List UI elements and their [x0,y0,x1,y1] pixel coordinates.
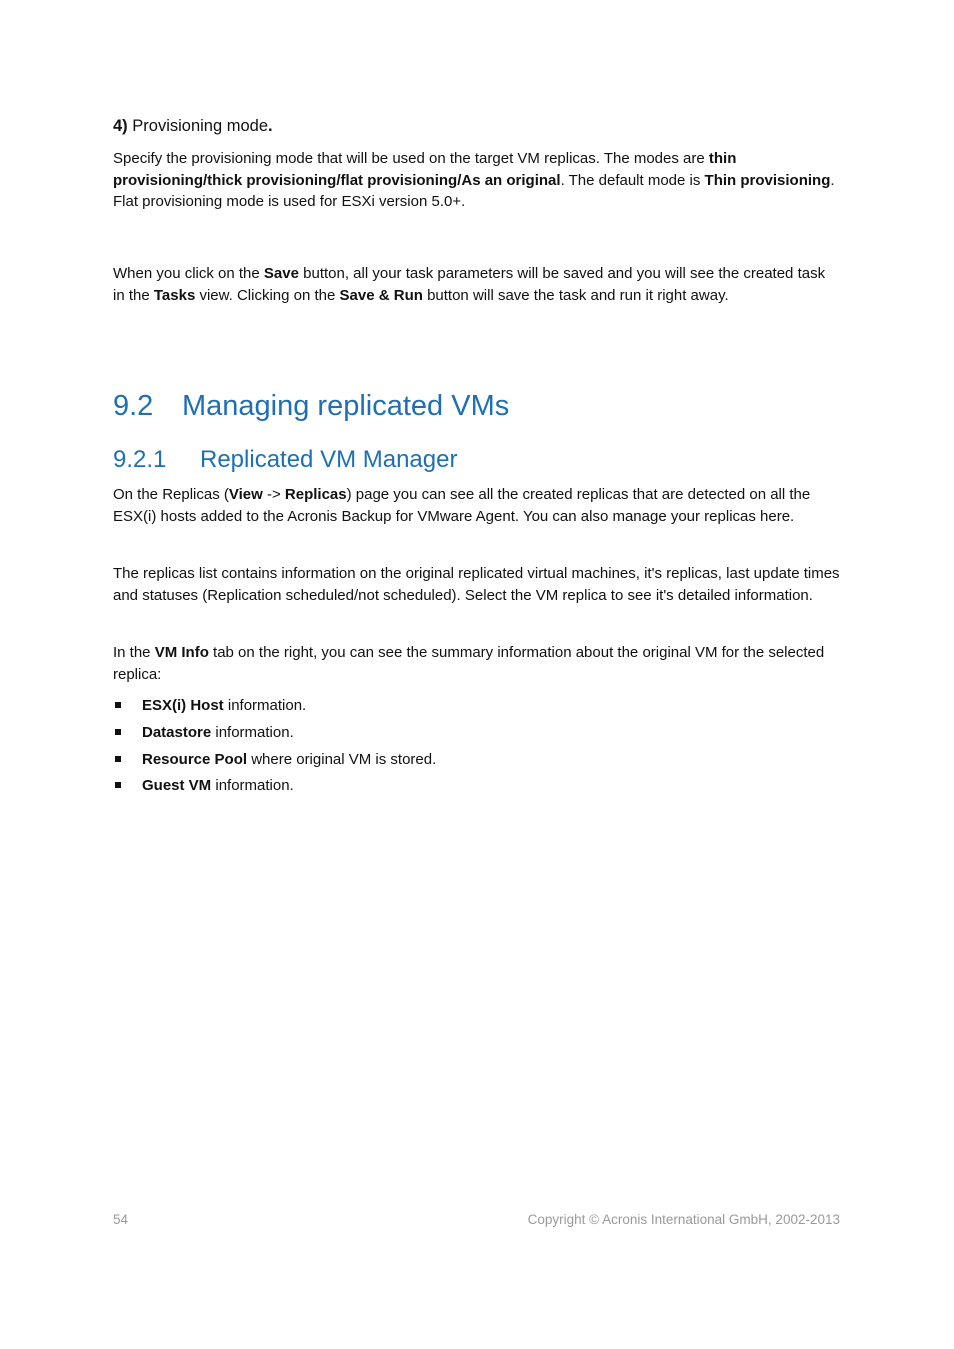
section-title: Managing replicated VMs [182,390,510,422]
save-paragraph: When you click on the Save button, all your task parameters will be saved and you will see the created task in the Tasks view. Clicking on the Save & Run button will save the task and run it right away. [113,265,826,304]
bullet-square-icon [115,782,121,788]
subsection-heading [113,443,457,477]
list-item: Datastore information. [113,722,840,749]
list-item: Resource Pool where original VM is stored. [113,749,840,776]
list-item: ESX(i) Host information. [113,695,840,722]
subsection-number: 9.2.1 [113,446,167,473]
provisioning-paragraph: Specify the provisioning mode that will be used on the target VM replicas. The modes are thin provisioning/thick provisioning/flat provisioning/As an original. The default mode is Thin provisioning. Flat provisioning mode is used for ESXi version 5.0+. [113,150,835,211]
copyright-notice: Copyright © Acronis International GmbH, 2002-2013 [527,1212,840,1227]
page-number: 54 [113,1212,129,1227]
list-item: Guest VM information. [113,775,840,802]
step-dot: . [268,117,273,135]
bullet-square-icon [115,702,121,708]
vm-info-paragraph: In the VM Info tab on the right, you can see the summary information about the original VM for the selected replica: [113,644,825,683]
step-label: Provisioning mode [132,117,269,135]
bullet-square-icon [115,729,121,735]
replicas-list-paragraph: The replicas list contains information on the original replicated virtual machines, it's replicas, last update times and statuses (Replication scheduled/not scheduled). Select the VM replica to see it's detailed information. [113,565,840,604]
step-number: 4) [113,117,128,135]
subsection-title: Replicated VM Manager [200,446,458,473]
replicas-page-paragraph: On the Replicas (View -> Replicas) page you can see all the created replicas that are detected on all the ESX(i) hosts added to the Acronis Backup for VMware Agent. You can also manage your replicas here. [113,486,811,525]
section-number: 9.2 [113,390,154,422]
section-heading [113,386,509,426]
bullet-square-icon [115,756,121,762]
step-heading [113,115,273,137]
info-bullet-list [113,695,840,802]
